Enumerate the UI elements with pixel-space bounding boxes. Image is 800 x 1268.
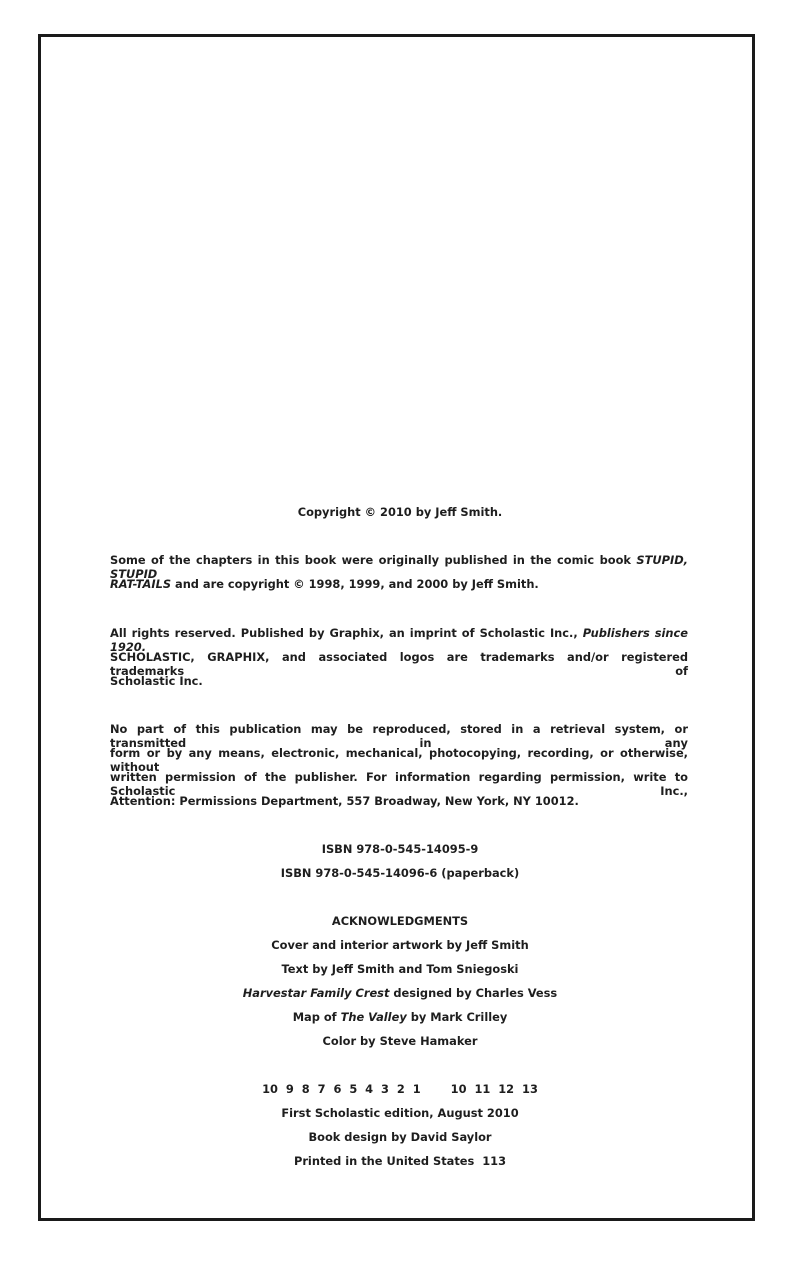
map-prefix: Map of: [292, 1010, 341, 1024]
acknowledgments-heading: ACKNOWLEDGMENTS: [331, 914, 469, 928]
isbn-hardcover: ISBN 978-0-545-14095-9: [321, 842, 479, 856]
ack-map: [0, 1010, 800, 1024]
chapters-notice-line-2: [110, 577, 539, 591]
rights-line-2: SCHOLASTIC, GRAPHIX, and associated logos are trademarks and/or registered trademarks of: [110, 650, 688, 678]
copyright-line: Copyright © 2010 by Jeff Smith.: [297, 505, 503, 519]
printing-number-line: [0, 1082, 800, 1096]
ack-crest: [0, 986, 800, 1000]
chapters-notice-text: Some of the chapters in this book were originally published in the comic book: [110, 553, 637, 567]
isbn-paperback: ISBN 978-0-545-14096-6 (paperback): [280, 866, 520, 880]
map-title: The Valley: [340, 1010, 407, 1024]
crest-credit: designed by Charles Vess: [389, 986, 558, 1000]
reproduction-line-4: Attention: Permissions Department, 557 Broadway, New York, NY 10012.: [110, 794, 579, 808]
book-design-line: Book design by David Saylor: [308, 1130, 492, 1144]
reproduction-line-3: written permission of the publisher. For information regarding permission, write to Scholastic Inc.,: [110, 770, 688, 798]
printed-in-line: Printed in the United States 113: [293, 1154, 507, 1168]
ack-text-authors: Text by Jeff Smith and Tom Sniegoski: [281, 962, 519, 976]
ack-color: Color by Steve Hamaker: [322, 1034, 478, 1048]
comic-title-part-2: RAT-TAILS: [110, 577, 172, 591]
printing-numbers-b: 10 11 12 13: [450, 1082, 538, 1096]
chapters-notice-copyright: and are copyright © 1998, 1999, and 2000 by Jeff Smith.: [171, 577, 539, 591]
ack-cover-artwork: Cover and interior artwork by Jeff Smith: [271, 938, 529, 952]
crest-title: Harvestar Family Crest: [242, 986, 390, 1000]
reproduction-line-2: form or by any means, electronic, mechanical, photocopying, recording, or otherwise, without: [110, 746, 688, 774]
edition-line: First Scholastic edition, August 2010: [281, 1106, 519, 1120]
reproduction-line-1: No part of this publication may be reproduced, stored in a retrieval system, or transmitted in any: [110, 722, 688, 750]
printing-numbers-a: 10 9 8 7 6 5 4 3 2 1: [262, 1082, 421, 1096]
publisher-tagline: Publishers since 1920.: [110, 626, 689, 654]
rights-publisher-text: All rights reserved. Published by Graphix, an imprint of Scholastic Inc.,: [110, 626, 583, 640]
rights-line-3: Scholastic Inc.: [110, 674, 203, 688]
map-credit: by Mark Crilley: [406, 1010, 508, 1024]
comic-title-part-1: STUPID, STUPID: [110, 553, 688, 581]
